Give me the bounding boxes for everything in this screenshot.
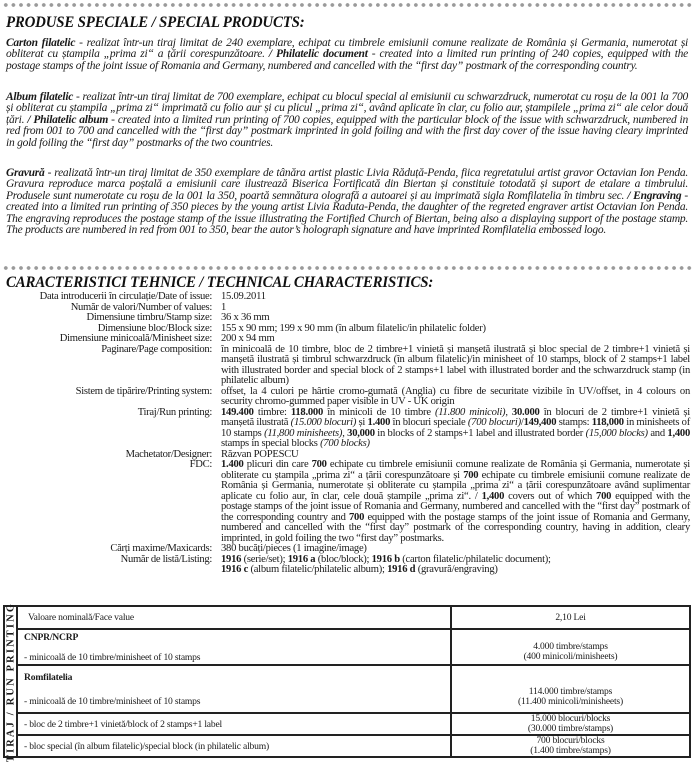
- row-maxicards: Cărți maxime/Maxicards: 380 bucăți/pieces (1 imagine/image): [110, 543, 367, 554]
- technical-characteristics: [4, 292, 690, 576]
- carton-filatelic-paragraph: Carton filatelic - realizat într-un tiraj limitat de 240 exemplare, echipat cu timbrele emisiunii comune realizate de România și Germania, numerotat și obliterat cu ștampila „prima zi“ a țării corespunzătoare. / Philatelic document - created into a limited run printing of 240 copies, equipped with the postage stamps of the joint issue of Romania and Germany, numbered and cancelled with the “first day” postmark of the corresponding country.: [6, 37, 689, 72]
- block-item-label: - bloc de 2 timbre+1 vinietă/block of 2 stamps+1 label: [17, 713, 451, 735]
- cnpr-group-label: CNPR/NCRP: [24, 631, 79, 643]
- vertical-side-label: TIRAJ / RUN PRINTING: [5, 601, 16, 762]
- row-block-size: Dimensiune bloc/Block size: 155 x 90 mm; 199 x 90 mm (în album filatelic/in philatelic folder): [97, 322, 486, 334]
- row-listing: Număr de listă/Listing: 1916 (serie/set); 1916 a (bloc/block); 1916 b (carton filatelic/philatelic document); 1916 c (album filatelic/philatelic album); 1916 d (gravură/engraving): [120, 553, 551, 575]
- table-row-cnpr: CNPR/NCRP - minicoală de 10 timbre/minisheet of 10 stamps 4.000 timbre/stamps (400 minicoli/minisheets): [4, 629, 690, 665]
- cnpr-item-label: - minicoală de 10 timbre/minisheet of 10 stamps: [24, 651, 201, 663]
- special-products-title: PRODUSE SPECIALE / SPECIAL PRODUCTS:: [6, 14, 305, 31]
- technical-title: CARACTERISTICI TEHNICE / TECHNICAL CHARACTERISTICS:: [6, 274, 434, 291]
- table-row-face-value: [4, 606, 690, 629]
- table-row-romfilatelia: Romfilatelia - minicoală de 10 timbre/minisheet of 10 stamps 114.000 timbre/stamps (11.400 minicoli/minisheets): [4, 665, 690, 713]
- row-stamp-size: Dimensiune timbru/Stamp size: 36 x 36 mm: [86, 312, 270, 323]
- engraving-name-ro: Gravură: [6, 167, 45, 179]
- table-row-block: - bloc de 2 timbre+1 vinietă/block of 2 stamps+1 label 15.000 blocuri/blocks (30.000 timbre/stamps): [4, 713, 690, 735]
- row-fdc: FDC: 1.400 plicuri din care 700 echipate cu timbrele emisiunii comune realizate de România și Germania, numerotate și obliterate cu ștampila „prima zi“ a țării corespunzătoare și 700 echipate cu timbrele emisiunii comune realizate de România și Germania, numerotate și obliterate cu ștampila „prima zi“ a țării corespunzătoare având suplimentar aplicate cu folio aur, în clar, cele două ștampile „prima zi“. / 1,400 covers out of which 700 equipped with the postage stamps of the joint issue of Romania and Germany, numbered and cancelled with the “first day” postmark of the corresponding country and 700 equipped with the postage stamps of the joint issue of Romania and Germany, numbered and cancelled with the “first day” postmark of the corresponding country, having in addition, cleary imprinted, in gold foiling the two “first day” postmarks.: [189, 459, 691, 544]
- table-row-special-block: - bloc special (în album filatelic)/special block (in philatelic album) 700 blocuri/blocks (1.400 timbre/stamps): [4, 735, 690, 757]
- dotted-separator-middle: [2, 265, 692, 271]
- row-minisheet-size: Dimensiune minicoală/Minisheet size: 200 x 94 mm: [59, 333, 275, 344]
- romfilatelia-group-label: Romfilatelia: [24, 671, 73, 683]
- carton-name-en: / Philatelic document: [268, 48, 368, 61]
- romfilatelia-item-label: - minicoală de 10 timbre/minisheet of 10 stamps: [24, 695, 201, 707]
- run-printing-table: [3, 601, 691, 762]
- dotted-separator-top: [2, 2, 692, 8]
- row-page-composition: Paginare/Page composition: în minicoală de 10 timbre, bloc de 2 timbre+1 vinietă și manșetă ilustrată și bloc special de 2 timbre+1 vinietă și manșetă ilustrată și timbrul schwarzdruck (în album filatelic)/in minisheet of 10 stamps, block of 2 stamps+1 label with illustrated border and special block of 2 stamps+1 label with illustrated border and the schwarzdruck stamp (in philatelic album): [101, 343, 690, 386]
- row-date-of-issue: Data introducerii în circulație/Date of issue: 15.09.2011: [39, 291, 266, 302]
- album-name-en: / Philatelic album: [27, 113, 109, 126]
- special-block-item-label: - bloc special (în album filatelic)/special block (in philatelic album): [17, 735, 451, 757]
- album-name-ro: Album filatelic: [6, 91, 74, 103]
- engraving-name-en: / Engraving: [627, 189, 682, 202]
- engraving-paragraph: Gravură - realizată într-un tiraj limitat de 350 exemplare de tânăra artist plastic Livia Răduță-Penda, fiica regretatului artist gravor Octavian Ion Penda. Gravura reproduce marca poștală a emisiunii care ilustrează Biserica Fortificată din Biertan și constituie totodată și suport de etalare a timbrului. Produsele sunt numerotate cu roșu de la 001 la 350, poartă semnătura olografă a autoarei și au imprimată sigla Romfilatelia în timbru sec. / Engraving - created into a limited run printing of 350 pieces by the young artist Livia Raduta-Penda, the daughter of the regreted engraver artist Octavian Ion Penda. The engraving reproduces the postage stamp of the issue illustrating the Fortified Church of Biertan, being also a displaying support of the postage stamp. The products are numbered in red from 001 to 350, bear the autor’s holograph signature and have imprinted Romfilatelia embossed logo.: [6, 167, 688, 237]
- face-value: 2,10 Lei: [451, 606, 690, 629]
- carton-name-ro: Carton filatelic: [6, 37, 76, 49]
- row-number-of-values: Număr de valori/Number of values: 1: [70, 301, 227, 313]
- face-value-label: Valoare nominală/Face value: [17, 606, 451, 629]
- album-filatelic-paragraph: Album filatelic - realizat într-un tiraj limitat de 700 exemplare, echipat cu blocul special al emisiunii cu schwarzdruck, numerotat cu roșu de la 001 la 700 și obliterat cu ștampila „prima zi“ imprimată cu folio aur și cu plicul „prima zi“, având aplicate în clar, cu folio aur, ștampilele „prima zi“ ale celor două țări. / Philatelic album - created into a limited run printing of 700 copies, equipped with the particular block of the issue with schwarzdruck, numbered in red from 001 to 700 and cancelled with the “first day” postmark imprinted in gold foiling and with the first day cover of the issue having cleary imprinted in gold foiling the “first day” postmarks of the two countries.: [6, 91, 688, 149]
- row-printing-system: Sistem de tipărire/Printing system: offset, la 4 culori pe hârtie cromo-gumată (Anglia) cu fibre de securitate vizibile în UV/offset, in 4 colours on security chromo-gummed paper visible in UV - UK origin: [75, 385, 690, 407]
- row-designer: Machetator/Designer: Răzvan POPESCU: [125, 448, 299, 460]
- row-run-printing: Tiraj/Run printing: 149.400 timbre: 118.000 în minicoli de 10 timbre (11.800 minicoli), 30.000 în blocuri de 2 timbre+1 vinietă și manșetă ilustrată (15.000 blocuri) și 1.400 în blocuri speciale (700 blocuri)/149,400 stamps: 118,000 in minisheets of 10 stamps (11,800 minisheets), 30,000 in blocks of 2 stamps+1 label and illustrated border (15,000 blocks) and 1,400 stamps in special blocks (700 blocks): [137, 406, 691, 449]
